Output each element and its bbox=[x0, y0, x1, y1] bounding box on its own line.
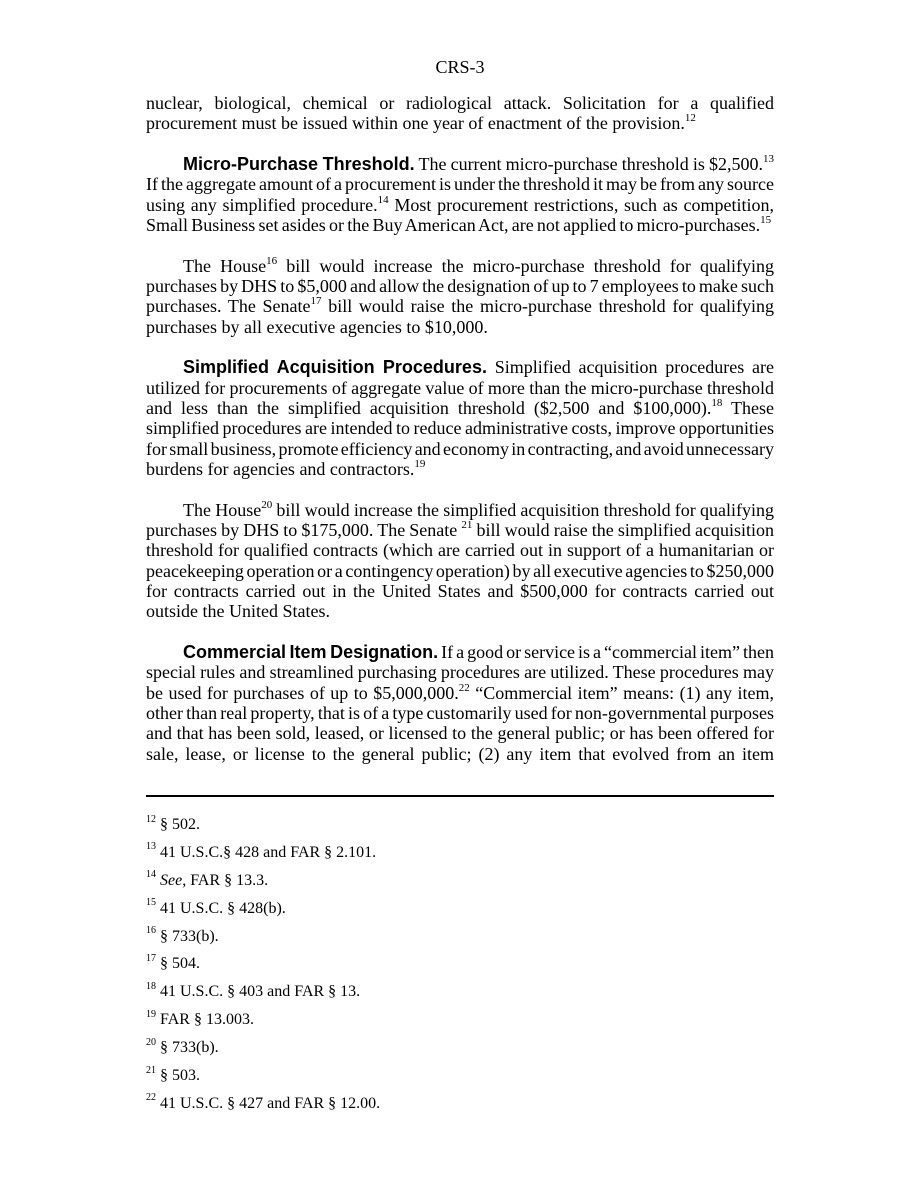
footnote-ref: 20 bbox=[261, 498, 273, 511]
text-line bbox=[146, 703, 774, 723]
text-line bbox=[146, 561, 774, 581]
text-run: § 504. bbox=[160, 955, 200, 973]
footnote bbox=[146, 1006, 774, 1034]
text-run: bill would raise the micro-purchase threshold for qualifying bbox=[321, 296, 774, 317]
text-run: Simplified acquisition procedures are bbox=[486, 357, 774, 378]
footnote bbox=[146, 923, 774, 951]
text-line bbox=[146, 195, 774, 215]
footnote bbox=[146, 1034, 774, 1062]
footnote bbox=[146, 811, 774, 839]
text-run: purchases by DHS to $175,000. The Senate bbox=[146, 519, 462, 540]
text-run: 41 U.S.C.§ 428 and FAR § 2.101. bbox=[160, 843, 377, 861]
text-run: Small Business set asides or the Buy American Act, are not applied to micro-purchases. bbox=[146, 214, 761, 235]
text-run: sale, lease, or license to the general public; (2) any item that evolved from an item bbox=[146, 743, 774, 764]
footnote-number: 18 bbox=[146, 980, 156, 992]
footnote-ref: 21 bbox=[461, 518, 473, 531]
footnote-number: 14 bbox=[146, 869, 156, 881]
footnote bbox=[146, 895, 774, 923]
footnote-ref: 13 bbox=[762, 153, 774, 166]
paragraph bbox=[146, 256, 774, 337]
text-run: If the aggregate amount of a procurement is under the threshold it may be from any source bbox=[146, 174, 774, 195]
text-run: bill would raise the simplified acquisition bbox=[472, 519, 774, 540]
footnote bbox=[146, 978, 774, 1006]
text-run: The current micro-purchase threshold is $2,500. bbox=[414, 153, 763, 174]
text-line bbox=[146, 500, 774, 520]
footnote-ref: 19 bbox=[414, 458, 426, 470]
text-line bbox=[146, 113, 774, 133]
footnote-ref: 14 bbox=[377, 193, 389, 206]
section-heading: Commercial Item Designation. bbox=[183, 641, 439, 662]
text-line bbox=[146, 723, 774, 743]
footnote-ref: 15 bbox=[760, 214, 772, 227]
text-line bbox=[146, 662, 774, 682]
text-run: and that has been sold, leased, or licensed to the general public; or has been offered for bbox=[146, 723, 774, 744]
text-line bbox=[146, 378, 774, 398]
text-line bbox=[146, 418, 774, 438]
footnote-number: 20 bbox=[146, 1036, 156, 1048]
paragraph bbox=[146, 154, 774, 235]
text-run: The House bbox=[183, 255, 267, 276]
text-run: § 733(b). bbox=[160, 927, 219, 945]
text-run: Most procurement restrictions, such as competition, bbox=[388, 194, 774, 215]
text-run: be used for purchases of up to $5,000,000. bbox=[146, 682, 459, 703]
text-run: threshold for qualified contracts (which are carried out in support of a humanitarian or bbox=[146, 540, 774, 561]
text-run: § 503. bbox=[160, 1067, 200, 1085]
text-run: If a good or service is a “commercial item” then bbox=[438, 641, 774, 662]
footnote bbox=[146, 1062, 774, 1090]
text-run: for small business, promote efficiency and economy in contracting, and avoid unnecessary bbox=[146, 438, 774, 459]
text-run: using any simplified procedure. bbox=[146, 194, 378, 215]
footnote-ref: 22 bbox=[458, 681, 470, 694]
footnote bbox=[146, 1090, 774, 1118]
footnotes bbox=[146, 811, 774, 1118]
text-line bbox=[146, 398, 774, 418]
text-run: nuclear, biological, chemical or radiological attack. Solicitation for a qualified bbox=[146, 93, 774, 113]
paragraph bbox=[146, 357, 774, 479]
text-line bbox=[146, 154, 774, 174]
text-run: procurement must be issued within one year of enactment of the provision. bbox=[146, 113, 685, 134]
section-heading: Simplified Acquisition Procedures. bbox=[183, 357, 487, 378]
text-run: 41 U.S.C. § 428(b). bbox=[160, 899, 286, 917]
text-line bbox=[146, 174, 774, 194]
page-number-header: CRS-3 bbox=[435, 57, 485, 77]
text-run: other than real property, that is of a type customarily used for non-governmental purposes bbox=[146, 702, 774, 723]
paragraph bbox=[146, 93, 774, 134]
footnote-number: 22 bbox=[146, 1092, 156, 1104]
footnote-number: 19 bbox=[146, 1008, 156, 1020]
text-line bbox=[146, 296, 774, 316]
text-line bbox=[146, 439, 774, 459]
text-run: burdens for agencies and contractors. bbox=[146, 458, 415, 479]
text-line bbox=[146, 683, 774, 703]
text-run: and less than the simplified acquisition threshold ($2,500 and $100,000). bbox=[146, 397, 712, 418]
footnote bbox=[146, 950, 774, 978]
text-run: purchases by DHS to $5,000 and allow the designation of up to 7 employees to make such bbox=[146, 275, 774, 296]
text-run: purchases. The Senate bbox=[146, 296, 311, 317]
text-line bbox=[146, 744, 774, 764]
text-run: § 733(b). bbox=[160, 1039, 219, 1057]
text-run: These bbox=[722, 397, 775, 418]
footnote-number: 12 bbox=[146, 813, 156, 825]
text-run: purchases by all executive agencies to $10,000. bbox=[146, 316, 488, 337]
body-text bbox=[146, 93, 774, 764]
text-run: peacekeeping operation or a contingency operation) by all executive agencies to $250,000 bbox=[146, 560, 774, 581]
text-line bbox=[146, 276, 774, 296]
text-line bbox=[146, 256, 774, 276]
footnote-number: 21 bbox=[146, 1064, 156, 1076]
footnote bbox=[146, 839, 774, 867]
italic-run: See bbox=[160, 871, 183, 889]
paragraph bbox=[146, 642, 774, 764]
text-run: utilized for procurements of aggregate value of more than the micro-purchase threshold bbox=[146, 377, 774, 398]
text-run: 41 U.S.C. § 427 and FAR § 12.00. bbox=[160, 1094, 381, 1112]
footnote-ref: 12 bbox=[684, 112, 696, 125]
footnote-separator bbox=[146, 795, 774, 797]
paragraph bbox=[146, 500, 774, 622]
footnote-number: 16 bbox=[146, 925, 156, 937]
footnote-ref: 17 bbox=[310, 295, 322, 308]
text-run: § 502. bbox=[160, 816, 200, 833]
text-line bbox=[146, 317, 774, 337]
text-line bbox=[146, 540, 774, 560]
text-line bbox=[146, 357, 774, 377]
text-run: 41 U.S.C. § 403 and FAR § 13. bbox=[160, 983, 361, 1001]
text-run: , FAR § 13.3. bbox=[182, 871, 269, 889]
footnote bbox=[146, 867, 774, 895]
footnote-ref: 16 bbox=[266, 254, 278, 267]
footnote-number: 17 bbox=[146, 952, 156, 964]
text-run: for contracts carried out in the United States and $500,000 for contracts carried out bbox=[146, 580, 774, 601]
text-run: The House bbox=[183, 499, 262, 520]
text-line bbox=[146, 520, 774, 540]
text-line bbox=[146, 459, 774, 479]
text-line bbox=[146, 93, 774, 113]
text-run: bill would increase the simplified acquisition threshold for qualifying bbox=[272, 499, 774, 520]
footnote-number: 13 bbox=[146, 841, 156, 853]
text-run: outside the United States. bbox=[146, 601, 330, 622]
text-line bbox=[146, 642, 774, 662]
text-run: “Commercial item” means: (1) any item, bbox=[469, 682, 774, 703]
text-line bbox=[146, 215, 774, 235]
text-run: simplified procedures are intended to reduce administrative costs, improve opportunities bbox=[146, 418, 774, 439]
footnote-ref: 18 bbox=[711, 397, 723, 410]
text-line bbox=[146, 601, 774, 621]
text-run: FAR § 13.003. bbox=[160, 1011, 254, 1029]
text-run: bill would increase the micro-purchase threshold for qualifying bbox=[277, 255, 774, 276]
footnote-number: 15 bbox=[146, 897, 156, 909]
text-run: special rules and streamlined purchasing procedures are utilized. These procedures may bbox=[146, 662, 774, 683]
section-heading: Micro-Purchase Threshold. bbox=[183, 153, 415, 174]
text-line bbox=[146, 581, 774, 601]
